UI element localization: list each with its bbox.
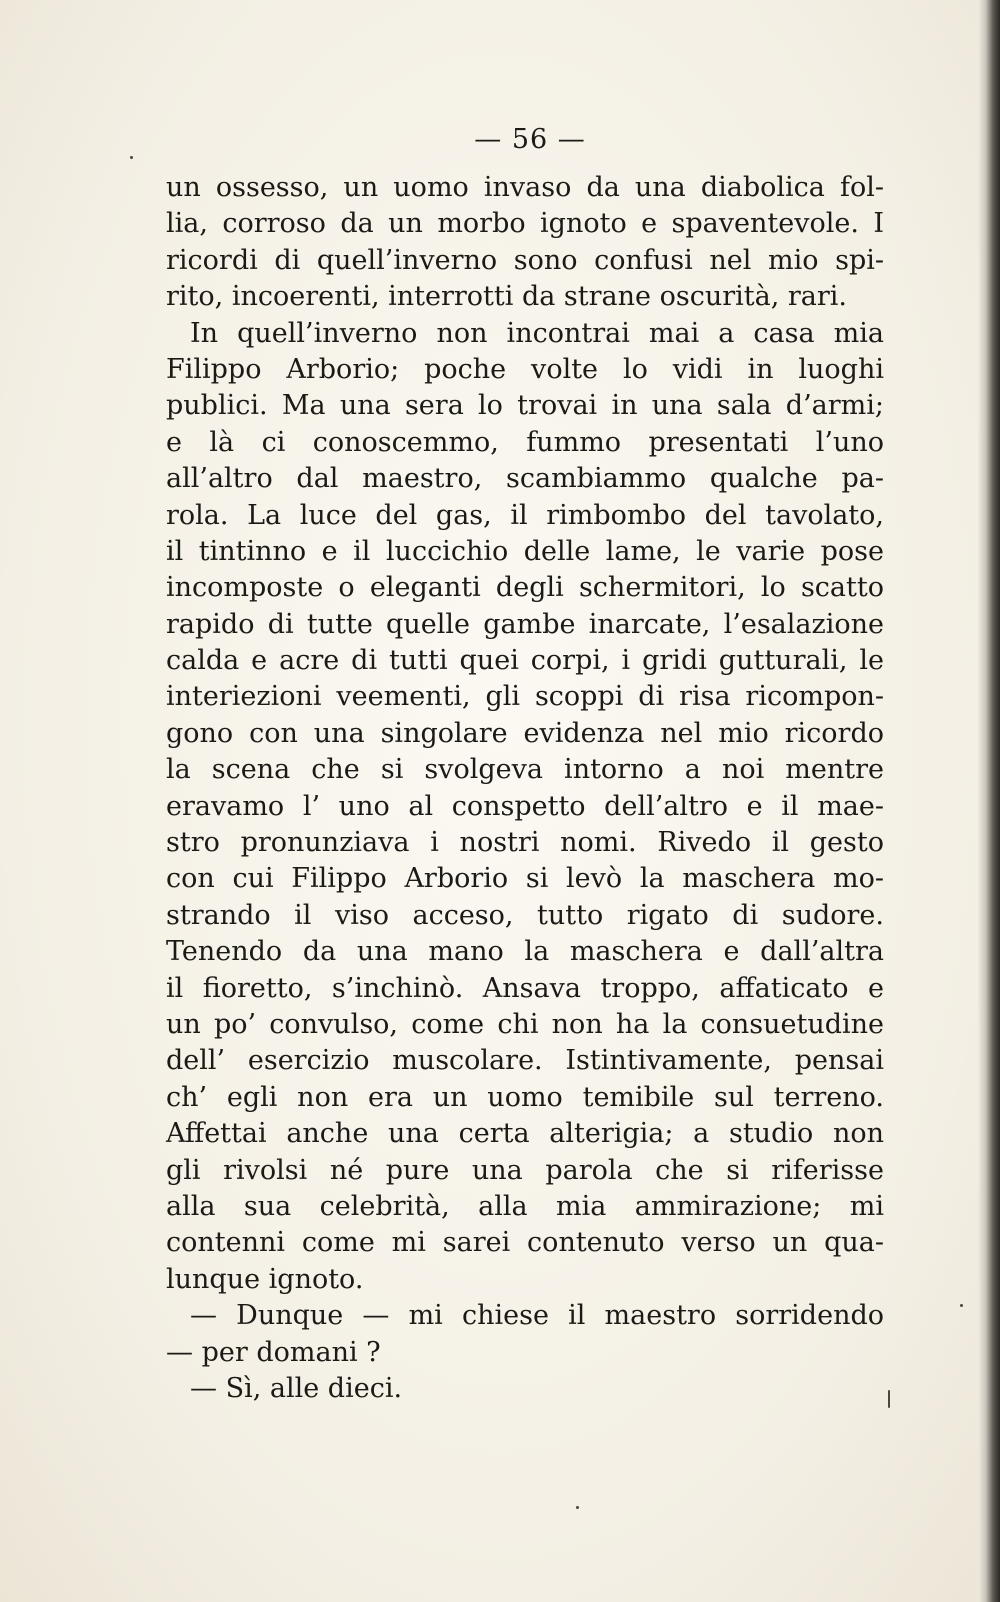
text-line: rapido di tutte quelle gambe inarcate, l’esalazione — [166, 608, 884, 640]
text-line: ricordi di quell’inverno sono confusi nel mio spi- — [166, 244, 884, 276]
text-line: interiezioni veementi, gli scoppi di risa ricompon- — [166, 681, 884, 713]
text-line: lia, corroso da un morbo ignoto e spaventevole. I — [166, 208, 884, 240]
text-line: gli rivolsi né pure una parola che si riferisse — [166, 1154, 884, 1186]
text-line: e là ci conoscemmo, fummo presentati l’uno — [166, 426, 884, 458]
text-line: contenni come mi sarei contenuto verso un qua- — [166, 1227, 884, 1259]
text-line: stro pronunziava i nostri nomi. Rivedo il gesto — [166, 827, 884, 859]
page-number: — 56 — — [474, 124, 586, 155]
text-line: lunque ignoto. — [166, 1263, 364, 1295]
ink-speck — [130, 156, 133, 159]
text-line: eravamo l’ uno al conspetto dell’altro e il mae- — [166, 790, 884, 822]
text-line: alla sua celebrità, alla mia ammirazione; mi — [166, 1190, 884, 1222]
text-line: strando il viso acceso, tutto rigato di sudore. — [166, 899, 884, 931]
text-line: rola. La luce del gas, il rimbombo del tavolato, — [166, 499, 884, 531]
binding-edge — [978, 0, 1000, 1602]
text-line: con cui Filippo Arborio si levò la maschera mo- — [166, 863, 884, 895]
text-line: ch’ egli non era un uomo temibile sul terreno. — [166, 1081, 884, 1113]
text-line: publici. Ma una sera lo trovai in una sala d’armi; — [166, 390, 884, 422]
text-line: In quell’inverno non incontrai mai a casa mia — [190, 317, 884, 349]
text-line: un po’ convulso, come chi non ha la consuetudine — [166, 1008, 884, 1040]
text-line: gono con una singolare evidenza nel mio ricordo — [166, 717, 884, 749]
text-line: Filippo Arborio; poche volte lo vidi in luoghi — [166, 353, 884, 385]
text-line: Tenendo da una mano la maschera e dall’altra — [166, 936, 884, 968]
text-line: Affettai anche una certa alterigia; a studio non — [166, 1118, 884, 1150]
text-line: incomposte o eleganti degli schermitori, lo scatto — [166, 572, 884, 604]
text-line: la scena che si svolgeva intorno a noi mentre — [166, 754, 884, 786]
ink-speck — [960, 1304, 963, 1307]
body-text — [166, 170, 884, 1407]
text-line: rito, incoerenti, interrotti da strane oscurità, rari. — [166, 281, 847, 313]
dialogue-line: — per domani ? — [166, 1336, 381, 1368]
dialogue-line: — Dunque — mi chiese il maestro sorridendo — [190, 1300, 884, 1332]
text-line: il fioretto, s’inchinò. Ansava troppo, affaticato e — [166, 972, 884, 1004]
text-line: calda e acre di tutti quei corpi, i gridi gutturali, le — [166, 645, 884, 677]
text-line: all’altro dal maestro, scambiammo qualche pa- — [166, 463, 884, 495]
text-line: dell’ esercizio muscolare. Istintivamente, pensai — [166, 1045, 884, 1077]
text-line: un ossesso, un uomo invaso da una diabolica fol- — [166, 172, 884, 203]
dialogue-line: — Sì, alle dieci. — [190, 1372, 403, 1404]
text-line: il tintinno e il luccichio delle lame, le varie pose — [166, 535, 884, 567]
ink-speck — [576, 1506, 579, 1509]
ink-speck — [888, 1390, 890, 1408]
